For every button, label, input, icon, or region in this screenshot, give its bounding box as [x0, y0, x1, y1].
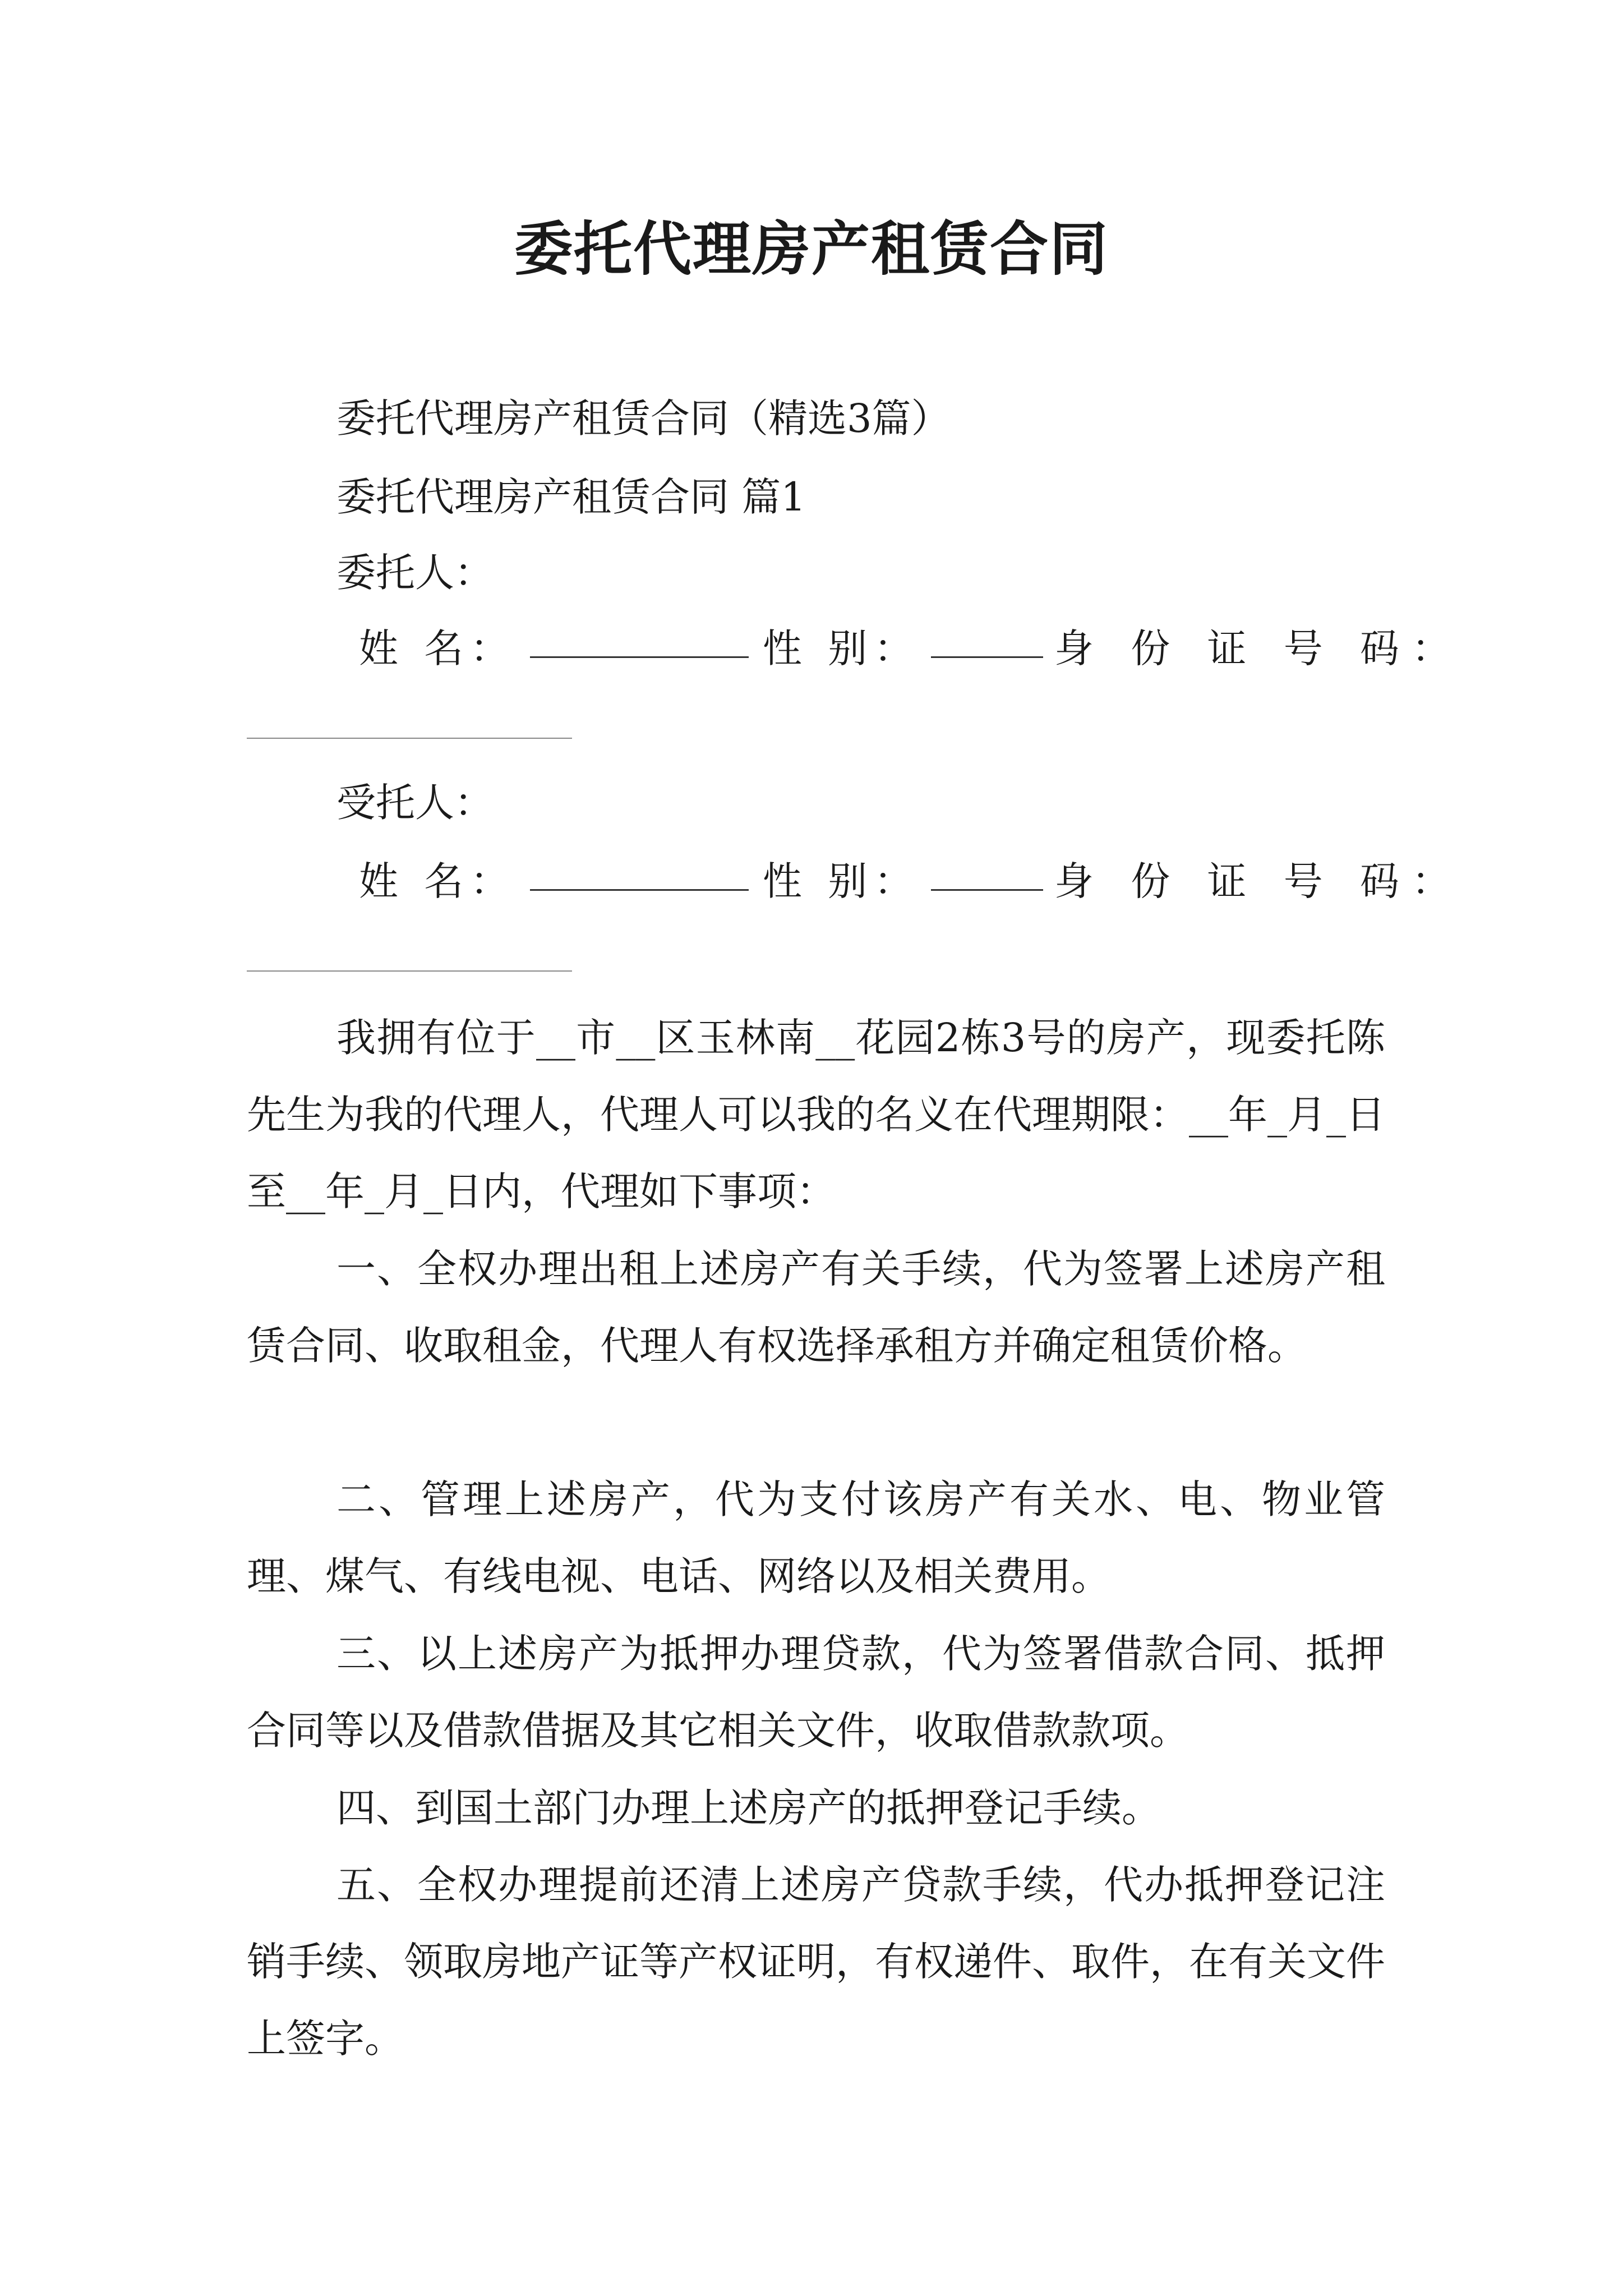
- principal-label: 委托人：: [336, 550, 494, 596]
- body-paragraph-3: 二、管理上述房产，代为支付该房产有关水、电、物业管理、煤气、有线电视、电话、网络以及相关费用。: [247, 1476, 1385, 1599]
- document-title: 委托代理房产租赁合同: [514, 215, 1109, 283]
- name-blank: [530, 861, 749, 891]
- body-paragraph-5: 四、到国土部门办理上述房产的抵押登记手续。: [336, 1785, 1161, 1831]
- id-label: 身 份 证 号 码：: [1054, 625, 1464, 671]
- name-label: 姓 名：: [359, 858, 517, 904]
- id-label: 身 份 证 号 码：: [1054, 858, 1464, 904]
- document-subtitle: 委托代理房产租赁合同（精选3篇）: [336, 395, 951, 441]
- id-number-blank: [247, 738, 572, 739]
- name-blank: [530, 628, 749, 658]
- gender-blank: [931, 628, 1043, 658]
- section-heading: 委托代理房产租赁合同 篇1: [336, 474, 806, 520]
- name-label: 姓 名：: [359, 625, 517, 671]
- agent-label: 受托人：: [336, 780, 494, 826]
- body-paragraph-6: 五、全权办理提前还清上述房产贷款手续，代办抵押登记注销手续、领取房地产证等产权证明，有权递件、取件，在有关文件上签字。: [247, 1862, 1385, 2062]
- gender-label: 性 别：: [763, 625, 920, 671]
- id-number-blank: [247, 970, 572, 972]
- body-paragraph-2: 一、全权办理出租上述房产有关手续，代为签署上述房产租赁合同、收取租金，代理人有权选择承租方并确定租赁价格。: [247, 1246, 1385, 1369]
- body-paragraph-4: 三、以上述房产为抵押办理贷款，代为签署借款合同、抵押合同等以及借款借据及其它相关文件，收取借款款项。: [247, 1631, 1385, 1754]
- body-paragraph-1: 我拥有位于__市__区玉林南__花园2栋3号的房产，现委托陈先生为我的代理人，代理人可以我的名义在代理期限：__年_月_日至__年_月_日内，代理如下事项：: [247, 1015, 1385, 1214]
- gender-blank: [931, 861, 1043, 891]
- gender-label: 性 别：: [763, 858, 920, 904]
